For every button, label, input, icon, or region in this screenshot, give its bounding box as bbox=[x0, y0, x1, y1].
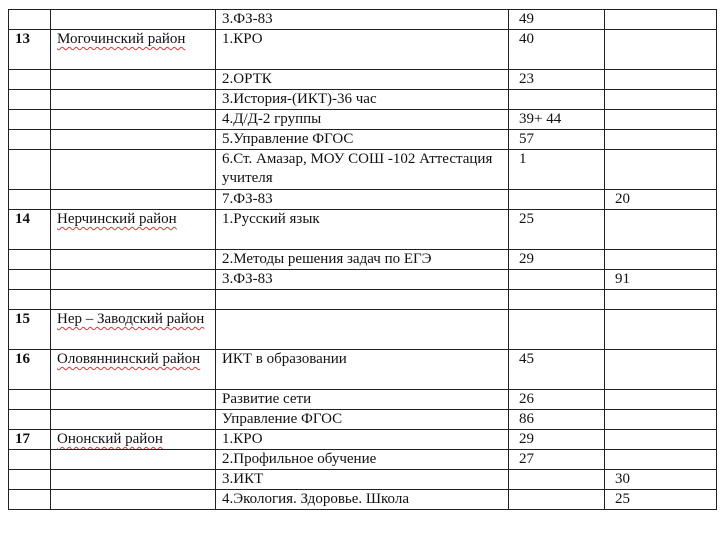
cell-hours: 49 bbox=[509, 10, 605, 30]
cell-hours bbox=[509, 470, 605, 490]
cell-course: 1.Русский язык bbox=[216, 210, 509, 250]
cell-district bbox=[51, 110, 216, 130]
cell-number bbox=[9, 190, 51, 210]
cell-number: 15 bbox=[9, 310, 51, 350]
cell-hours: 29 bbox=[509, 430, 605, 450]
cell-hours: 57 bbox=[509, 130, 605, 150]
cell-extra bbox=[605, 10, 717, 30]
cell-course: 2.Профильное обучение bbox=[216, 450, 509, 470]
cell-district bbox=[51, 70, 216, 90]
cell-number bbox=[9, 450, 51, 470]
cell-number bbox=[9, 470, 51, 490]
cell-extra bbox=[605, 310, 717, 350]
cell-extra: 20 bbox=[605, 190, 717, 210]
table-row bbox=[9, 310, 717, 350]
cell-number bbox=[9, 290, 51, 310]
cell-district bbox=[51, 490, 216, 510]
cell-hours bbox=[509, 290, 605, 310]
cell-course: ИКТ в образовании bbox=[216, 350, 509, 390]
table-row bbox=[9, 110, 717, 130]
table-row bbox=[9, 150, 717, 190]
table-row bbox=[9, 30, 717, 70]
cell-number bbox=[9, 130, 51, 150]
cell-extra bbox=[605, 290, 717, 310]
table-row bbox=[9, 70, 717, 90]
cell-hours: 45 bbox=[509, 350, 605, 390]
cell-extra bbox=[605, 430, 717, 450]
cell-course: 2.ОРТК bbox=[216, 70, 509, 90]
cell-hours: 40 bbox=[509, 30, 605, 70]
cell-hours: 23 bbox=[509, 70, 605, 90]
table-row bbox=[9, 430, 717, 450]
cell-hours: 26 bbox=[509, 390, 605, 410]
cell-district bbox=[51, 10, 216, 30]
cell-number bbox=[9, 150, 51, 190]
cell-district bbox=[51, 250, 216, 270]
cell-course bbox=[216, 290, 509, 310]
courses-table bbox=[8, 9, 717, 510]
cell-course: 5.Управление ФГОС bbox=[216, 130, 509, 150]
cell-extra: 25 bbox=[605, 490, 717, 510]
cell-extra: 91 bbox=[605, 270, 717, 290]
cell-extra bbox=[605, 250, 717, 270]
cell-course: 4.Д/Д-2 группы bbox=[216, 110, 509, 130]
table-row bbox=[9, 130, 717, 150]
cell-course: Управление ФГОС bbox=[216, 410, 509, 430]
cell-district: Оловяннинский район bbox=[51, 350, 216, 390]
cell-extra bbox=[605, 110, 717, 130]
cell-extra bbox=[605, 130, 717, 150]
cell-hours bbox=[509, 490, 605, 510]
table-row bbox=[9, 270, 717, 290]
cell-extra bbox=[605, 410, 717, 430]
cell-district bbox=[51, 470, 216, 490]
cell-extra bbox=[605, 90, 717, 110]
cell-number: 17 bbox=[9, 430, 51, 450]
table-row bbox=[9, 410, 717, 430]
cell-hours: 25 bbox=[509, 210, 605, 250]
cell-number: 14 bbox=[9, 210, 51, 250]
cell-course: 6.Ст. Амазар, МОУ СОШ -102 Аттестация учителя bbox=[216, 150, 509, 190]
cell-district: Нерчинский район bbox=[51, 210, 216, 250]
cell-number bbox=[9, 250, 51, 270]
cell-extra bbox=[605, 210, 717, 250]
table-row bbox=[9, 210, 717, 250]
cell-number bbox=[9, 110, 51, 130]
cell-number bbox=[9, 390, 51, 410]
cell-course: 3.ФЗ-83 bbox=[216, 270, 509, 290]
table-row bbox=[9, 490, 717, 510]
table-row bbox=[9, 190, 717, 210]
cell-district bbox=[51, 190, 216, 210]
cell-course: 7.ФЗ-83 bbox=[216, 190, 509, 210]
cell-extra bbox=[605, 350, 717, 390]
cell-extra bbox=[605, 450, 717, 470]
cell-hours: 27 bbox=[509, 450, 605, 470]
cell-district: Могочинский район bbox=[51, 30, 216, 70]
cell-number bbox=[9, 410, 51, 430]
cell-number bbox=[9, 10, 51, 30]
cell-number bbox=[9, 270, 51, 290]
table-row bbox=[9, 10, 717, 30]
cell-district bbox=[51, 130, 216, 150]
cell-extra bbox=[605, 150, 717, 190]
cell-district bbox=[51, 150, 216, 190]
table-row bbox=[9, 470, 717, 490]
cell-number bbox=[9, 490, 51, 510]
cell-number: 13 bbox=[9, 30, 51, 70]
cell-course: Развитие сети bbox=[216, 390, 509, 410]
table-row bbox=[9, 250, 717, 270]
cell-course: 2.Методы решения задач по ЕГЭ bbox=[216, 250, 509, 270]
table-row bbox=[9, 90, 717, 110]
cell-course: 1.КРО bbox=[216, 30, 509, 70]
cell-course: 3.ИКТ bbox=[216, 470, 509, 490]
cell-hours: 86 bbox=[509, 410, 605, 430]
cell-extra bbox=[605, 30, 717, 70]
cell-extra: 30 bbox=[605, 470, 717, 490]
table-row bbox=[9, 390, 717, 410]
table-row bbox=[9, 450, 717, 470]
cell-hours bbox=[509, 190, 605, 210]
cell-course: 3.История-(ИКТ)-36 час bbox=[216, 90, 509, 110]
cell-district: Нер – Заводский район bbox=[51, 310, 216, 350]
cell-hours: 1 bbox=[509, 150, 605, 190]
cell-extra bbox=[605, 70, 717, 90]
cell-hours bbox=[509, 310, 605, 350]
cell-hours: 39+ 44 bbox=[509, 110, 605, 130]
cell-course bbox=[216, 310, 509, 350]
cell-course: 1.КРО bbox=[216, 430, 509, 450]
cell-course: 3.ФЗ-83 bbox=[216, 10, 509, 30]
cell-district bbox=[51, 390, 216, 410]
cell-district bbox=[51, 290, 216, 310]
cell-district bbox=[51, 410, 216, 430]
table-row bbox=[9, 290, 717, 310]
cell-number bbox=[9, 90, 51, 110]
cell-district bbox=[51, 450, 216, 470]
cell-number bbox=[9, 70, 51, 90]
cell-number: 16 bbox=[9, 350, 51, 390]
cell-hours bbox=[509, 90, 605, 110]
cell-hours bbox=[509, 270, 605, 290]
cell-district bbox=[51, 270, 216, 290]
cell-district: Ононский район bbox=[51, 430, 216, 450]
table-body bbox=[9, 10, 717, 510]
cell-district bbox=[51, 90, 216, 110]
table-row bbox=[9, 350, 717, 390]
cell-course: 4.Экология. Здоровье. Школа bbox=[216, 490, 509, 510]
cell-extra bbox=[605, 390, 717, 410]
cell-hours: 29 bbox=[509, 250, 605, 270]
